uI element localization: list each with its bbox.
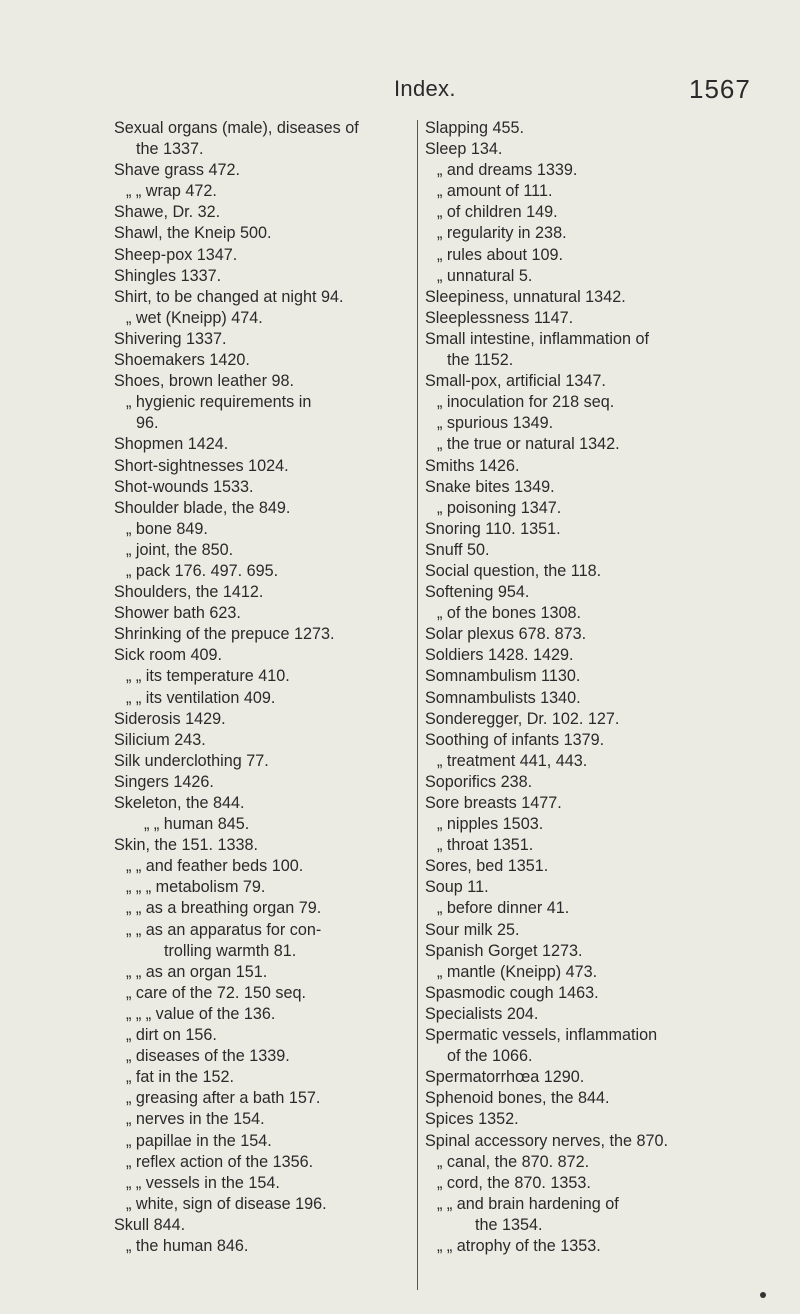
index-entry: Shot-wounds 1533.: [114, 477, 254, 496]
index-entry: Slapping 455.: [425, 119, 525, 137]
index-entry: Sour milk 25.: [425, 920, 520, 939]
index-column-right: [425, 118, 745, 1257]
index-entry: Soldiers 1428. 1429.: [425, 646, 574, 665]
index-entry: „ „ and feather beds 100.: [126, 857, 304, 876]
index-entry: „ „ wrap 472.: [126, 182, 217, 201]
index-entry: Sore breasts 1477.: [425, 794, 562, 812]
index-entry: Shoes, brown leather 98.: [114, 372, 294, 391]
index-entry: „ diseases of the 1339.: [126, 1047, 290, 1066]
index-entry: Small intestine, inflammation of: [425, 329, 650, 348]
index-entry: „ poisoning 1347.: [437, 498, 562, 517]
index-entry: Specialists 204.: [425, 1004, 539, 1023]
index-entry: „ rules about 109.: [437, 245, 563, 264]
index-entry: „ treatment 441, 443.: [437, 751, 588, 770]
index-entry: „ „ its ventilation 409.: [126, 688, 276, 707]
index-entry: Sleeplessness 1147.: [425, 308, 574, 327]
index-entry: Singers 1426.: [114, 772, 214, 791]
index-entry: Somnambulism 1130.: [425, 667, 581, 686]
index-entry: „ „ its temperature 410.: [126, 667, 290, 686]
index-entry: Shawe, Dr. 32.: [114, 203, 221, 222]
index-entry: Sheep-pox 1347.: [114, 245, 238, 264]
index-entry: „ bone 849.: [126, 519, 208, 538]
index-entry: Shower bath 623.: [114, 604, 241, 623]
column-divider: [417, 120, 418, 1290]
index-entry: Sleep 134.: [425, 140, 503, 159]
index-entry: „ „ as an organ 151.: [126, 962, 268, 981]
index-entry: Soporifics 238.: [425, 772, 533, 791]
index-entry: Sphenoid bones, the 844.: [425, 1089, 610, 1108]
index-entry: Shirt, to be changed at night 94.: [114, 287, 344, 306]
index-entry: „ „ as a breathing organ 79.: [126, 899, 322, 918]
index-entry: Skin, the 151. 1338.: [114, 836, 258, 855]
index-entry: Soup 11.: [425, 878, 489, 897]
index-entry: Silk underclothing 77.: [114, 751, 269, 770]
index-entry: „ „ vessels in the 154.: [126, 1173, 280, 1192]
index-entry: Skull 844.: [114, 1215, 186, 1234]
index-entry: Short-sightnesses 1024.: [114, 456, 289, 475]
index-entry: Smiths 1426.: [425, 456, 520, 475]
index-entry: Shopmen 1424.: [114, 435, 229, 454]
index-entry: Shawl, the Kneip 500.: [114, 224, 272, 243]
index-entry: Spices 1352.: [425, 1110, 519, 1129]
index-entry: Shoulders, the 1412.: [114, 583, 264, 602]
index-entry: Spermatorrhœa 1290.: [425, 1068, 585, 1087]
index-entry: Skeleton, the 844.: [114, 794, 245, 812]
index-entry: „ „ „ metabolism 79.: [126, 878, 266, 897]
index-entry: of the 1066.: [447, 1047, 533, 1066]
index-entry: „ mantle (Kneipp) 473.: [437, 962, 598, 981]
index-entry: „ and dreams 1339.: [437, 161, 578, 180]
index-entry: Social question, the 118.: [425, 561, 602, 580]
index-entry: Sick room 409.: [114, 646, 222, 665]
index-entry: Soothing of infants 1379.: [425, 730, 605, 749]
index-entry: Sonderegger, Dr. 102. 127.: [425, 709, 620, 728]
index-entry: Shrinking of the prepuce 1273.: [114, 625, 335, 644]
index-entry: Sores, bed 1351.: [425, 857, 549, 876]
index-entry: „ canal, the 870. 872.: [437, 1152, 590, 1171]
index-entry: Shingles 1337.: [114, 266, 222, 285]
index-entry: „ white, sign of disease 196.: [126, 1194, 327, 1213]
index-entry: Snoring 110. 1351.: [425, 519, 561, 538]
index-entry: trolling warmth 81.: [164, 941, 297, 960]
index-entry: the 1354.: [475, 1215, 543, 1234]
index-entry: Shoulder blade, the 849.: [114, 498, 291, 517]
index-entry: „ „ and brain hardening of: [437, 1194, 619, 1213]
index-entry: „ „ „ value of the 136.: [126, 1004, 276, 1023]
index-entry: „ of children 149.: [437, 203, 558, 222]
index-entry: Shave grass 472.: [114, 161, 240, 180]
index-entry: „ of the bones 1308.: [437, 604, 581, 623]
index-entry: „ hygienic requirements in: [126, 393, 312, 412]
index-entry: Spanish Gorget 1273.: [425, 941, 583, 960]
index-entry: Siderosis 1429.: [114, 709, 226, 728]
index-entry: „ unnatural 5.: [437, 266, 533, 285]
index-entry: „ the human 846.: [126, 1236, 249, 1255]
index-entry: „ amount of 111.: [437, 182, 553, 201]
index-entry: „ „ atrophy of the 1353.: [437, 1236, 601, 1255]
index-entry: Sleepiness, unnatural 1342.: [425, 287, 626, 306]
index-entry: „ „ as an apparatus for con-: [126, 920, 322, 939]
index-entry: Snuff 50.: [425, 540, 490, 559]
index-entry: „ regularity in 238.: [437, 224, 567, 243]
index-entry: the 1152.: [447, 351, 514, 370]
index-entry: Spermatic vessels, inflammation: [425, 1026, 658, 1045]
index-entry: „ before dinner 41.: [437, 899, 570, 918]
index-entry: Solar plexus 678. 873.: [425, 625, 587, 644]
index-entry: Somnambulists 1340.: [425, 688, 581, 707]
index-entry: „ spurious 1349.: [437, 414, 554, 433]
index-entry: „ fat in the 152.: [126, 1068, 234, 1087]
index-entry: Silicium 243.: [114, 730, 206, 749]
index-entry: „ nerves in the 154.: [126, 1110, 265, 1129]
index-entry: Small-pox, artificial 1347.: [425, 372, 606, 391]
index-entry: „ nipples 1503.: [437, 815, 544, 834]
index-entry: Spinal accessory nerves, the 870.: [425, 1131, 668, 1150]
index-entry: „ cord, the 870. 1353.: [437, 1173, 591, 1192]
index-entry: „ care of the 72. 150 seq.: [126, 983, 306, 1002]
index-entry: „ pack 176. 497. 695.: [126, 561, 279, 580]
index-entry: „ throat 1351.: [437, 836, 534, 855]
index-entry: „ papillae in the 154.: [126, 1131, 272, 1150]
print-mark: [760, 1292, 766, 1298]
index-entry: Spasmodic cough 1463.: [425, 983, 599, 1002]
index-entry: 96.: [136, 414, 159, 433]
index-entry: „ greasing after a bath 157.: [126, 1089, 321, 1108]
index-entry: „ inoculation for 218 seq.: [437, 393, 615, 412]
index-entry: „ wet (Kneipp) 474.: [126, 308, 263, 327]
index-entry: „ reflex action of the 1356.: [126, 1152, 314, 1171]
index-entry: Shivering 1337.: [114, 329, 227, 348]
index-entry: „ joint, the 850.: [126, 540, 234, 559]
index-column-left: [114, 118, 414, 1257]
page-header: [0, 74, 800, 106]
index-entry: the 1337.: [136, 140, 204, 159]
index-entry: „ dirt on 156.: [126, 1026, 217, 1045]
index-entry: „ „ human 845.: [144, 815, 250, 834]
index-entry: „ the true or natural 1342.: [437, 435, 620, 454]
page-number: 1567: [689, 74, 751, 104]
index-entry: Snake bites 1349.: [425, 477, 555, 496]
running-head: Index.: [394, 76, 456, 101]
index-entry: Shoemakers 1420.: [114, 351, 250, 370]
index-entry: Sexual organs (male), diseases of: [114, 119, 359, 137]
index-entry: Softening 954.: [425, 583, 530, 602]
